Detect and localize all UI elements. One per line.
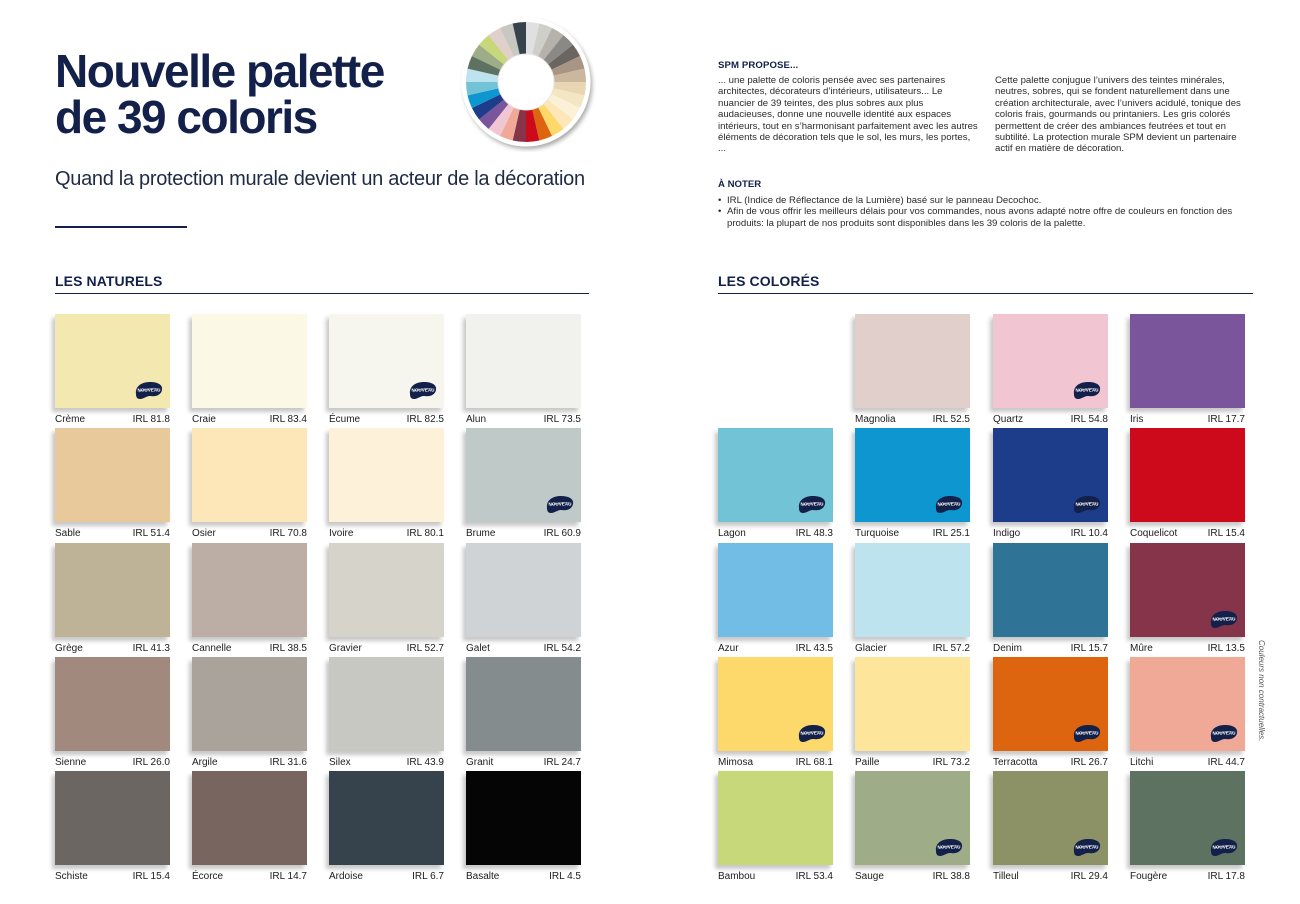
- swatch-irl: IRL 54.8: [1070, 414, 1108, 425]
- swatch-grege: [55, 543, 170, 654]
- swatch-name: Sauge: [855, 871, 884, 882]
- swatch-name: Sienne: [55, 757, 87, 768]
- swatch-name: Crème: [55, 414, 86, 425]
- swatch-schiste: [55, 771, 170, 882]
- side-note-text: Couleurs non contractuelles.: [1257, 640, 1266, 742]
- swatch-denim: [993, 543, 1108, 654]
- nouveau-badge-icon: [797, 723, 827, 743]
- swatch-color-chip: [55, 657, 170, 751]
- section-title-colores: LES COLORÉS: [718, 273, 820, 289]
- svg-text:NOUVEAU: NOUVEAU: [1212, 730, 1236, 736]
- swatch-irl: IRL 4.5: [549, 871, 581, 882]
- swatch-irl: IRL 52.5: [932, 414, 970, 425]
- swatch-coquelicot: [1130, 428, 1245, 539]
- swatch-name: Grège: [55, 643, 83, 654]
- swatch-name: Ivoire: [329, 528, 354, 539]
- swatch-name: Écume: [329, 414, 361, 425]
- swatch-irl: IRL 17.8: [1207, 871, 1245, 882]
- swatch-color-chip: [55, 428, 170, 522]
- swatch-color-chip: [55, 543, 170, 637]
- swatch-galet: [466, 543, 581, 654]
- swatch-color-chip: [466, 428, 581, 522]
- swatch-name: Cannelle: [192, 643, 232, 654]
- swatch-color-chip: [329, 543, 444, 637]
- swatch-color-chip: [55, 771, 170, 865]
- swatch-name: Quartz: [993, 414, 1024, 425]
- swatch-alun: [466, 314, 581, 425]
- swatch-color-chip: [192, 657, 307, 751]
- swatch-irl: IRL 51.4: [132, 528, 170, 539]
- swatch-irl: IRL 73.5: [543, 414, 581, 425]
- swatch-color-chip: [192, 543, 307, 637]
- svg-text:NOUVEAU: NOUVEAU: [1075, 387, 1099, 393]
- nouveau-badge-icon: [797, 494, 827, 514]
- swatch-color-chip: [993, 771, 1108, 865]
- swatch-sienne: [55, 657, 170, 768]
- swatch-paille: [855, 657, 970, 768]
- swatch-fougere: [1130, 771, 1245, 882]
- swatch-irl: IRL 26.7: [1070, 757, 1108, 768]
- swatch-mure: [1130, 543, 1245, 654]
- swatch-color-chip: [329, 314, 444, 408]
- swatch-color-chip: [1130, 543, 1245, 637]
- swatch-name: Azur: [718, 643, 739, 654]
- nouveau-badge-icon: [408, 380, 438, 400]
- notes-list: [718, 195, 1253, 229]
- swatch-iris: [1130, 314, 1245, 425]
- note-item: • IRL (Indice de Réflectance de la Lumière) basé sur le panneau Decochoc.: [718, 195, 1253, 206]
- swatch-irl: IRL 31.6: [269, 757, 307, 768]
- swatch-name: Silex: [329, 757, 351, 768]
- swatch-color-chip: [192, 314, 307, 408]
- title-line-2: de 39 coloris: [55, 91, 317, 143]
- swatch-sable: [55, 428, 170, 539]
- swatch-name: Osier: [192, 528, 216, 539]
- swatch-cannelle: [192, 543, 307, 654]
- swatch-irl: IRL 43.5: [795, 643, 833, 654]
- swatch-color-chip: [993, 314, 1108, 408]
- swatch-name: Fougère: [1130, 871, 1168, 882]
- nouveau-badge-icon: [545, 494, 575, 514]
- swatch-irl: IRL 81.8: [132, 414, 170, 425]
- swatch-granit: [466, 657, 581, 768]
- swatch-name: Denim: [993, 643, 1022, 654]
- swatch-name: Magnolia: [855, 414, 896, 425]
- swatch-bambou: [718, 771, 833, 882]
- swatch-color-chip: [466, 314, 581, 408]
- nouveau-badge-icon: [1072, 837, 1102, 857]
- section-rule-colores: [718, 293, 1253, 294]
- swatch-creme: [55, 314, 170, 425]
- swatch-irl: IRL 26.0: [132, 757, 170, 768]
- swatch-name: Mûre: [1130, 643, 1153, 654]
- swatch-color-chip: [329, 657, 444, 751]
- swatch-name: Mimosa: [718, 757, 754, 768]
- swatch-color-chip: [855, 543, 970, 637]
- swatch-litchi: [1130, 657, 1245, 768]
- nouveau-badge-icon: [1209, 723, 1239, 743]
- swatch-color-chip: [1130, 314, 1245, 408]
- swatch-color-chip: [993, 543, 1108, 637]
- swatch-name: Craie: [192, 414, 216, 425]
- swatch-irl: IRL 41.3: [132, 643, 170, 654]
- swatch-name: Argile: [192, 757, 218, 768]
- swatch-ecume: [329, 314, 444, 425]
- swatch-ardoise: [329, 771, 444, 882]
- svg-text:NOUVEAU: NOUVEAU: [1212, 616, 1236, 622]
- swatch-name: Coquelicot: [1130, 528, 1178, 539]
- swatch-irl: IRL 25.1: [932, 528, 970, 539]
- swatch-color-chip: [855, 314, 970, 408]
- swatch-irl: IRL 82.5: [406, 414, 444, 425]
- swatch-color-chip: [855, 771, 970, 865]
- swatch-irl: IRL 44.7: [1207, 757, 1245, 768]
- svg-text:NOUVEAU: NOUVEAU: [411, 387, 435, 393]
- svg-text:NOUVEAU: NOUVEAU: [548, 501, 572, 507]
- swatch-irl: IRL 38.5: [269, 643, 307, 654]
- swatch-name: Paille: [855, 757, 880, 768]
- swatch-name: Tilleul: [993, 871, 1019, 882]
- swatch-color-chip: [329, 428, 444, 522]
- swatch-magnolia: [855, 314, 970, 425]
- note-item: • Afin de vous offrir les meilleurs délais pour vos commandes, nous avons adapté notre offre de couleurs en fonction des produits: la plupart de nos produits sont disponibles dans les 39 coloris de la palette.: [718, 206, 1253, 229]
- svg-text:NOUVEAU: NOUVEAU: [1075, 730, 1099, 736]
- swatch-color-chip: [718, 428, 833, 522]
- swatch-irl: IRL 54.2: [543, 643, 581, 654]
- swatch-tilleul: [993, 771, 1108, 882]
- swatch-name: Écorce: [192, 871, 224, 882]
- swatch-color-chip: [55, 314, 170, 408]
- swatch-color-chip: [855, 657, 970, 751]
- swatch-irl: IRL 6.7: [412, 871, 444, 882]
- swatch-indigo: [993, 428, 1108, 539]
- swatch-color-chip: [718, 771, 833, 865]
- title-line-1: Nouvelle palette: [55, 45, 384, 97]
- swatch-name: Basalte: [466, 871, 500, 882]
- swatch-name: Galet: [466, 643, 490, 654]
- swatch-irl: IRL 15.4: [132, 871, 170, 882]
- nouveau-badge-icon: [1209, 837, 1239, 857]
- swatch-name: Gravier: [329, 643, 362, 654]
- swatch-irl: IRL 83.4: [269, 414, 307, 425]
- nouveau-badge-icon: [1072, 723, 1102, 743]
- nouveau-badge-icon: [934, 494, 964, 514]
- svg-text:NOUVEAU: NOUVEAU: [800, 501, 824, 507]
- swatch-irl: IRL 10.4: [1070, 528, 1108, 539]
- swatch-color-chip: [993, 657, 1108, 751]
- swatch-irl: IRL 53.4: [795, 871, 833, 882]
- swatch-silex: [329, 657, 444, 768]
- swatch-irl: IRL 17.7: [1207, 414, 1245, 425]
- swatch-ecorce: [192, 771, 307, 882]
- section-rule-naturels: [55, 293, 589, 294]
- swatch-color-chip: [1130, 771, 1245, 865]
- swatch-color-chip: [466, 771, 581, 865]
- swatch-quartz: [993, 314, 1108, 425]
- swatch-irl: IRL 57.2: [932, 643, 970, 654]
- swatch-name: Lagon: [718, 528, 746, 539]
- swatch-irl: IRL 48.3: [795, 528, 833, 539]
- swatch-lagon: [718, 428, 833, 539]
- swatch-irl: IRL 73.2: [932, 757, 970, 768]
- swatch-basalte: [466, 771, 581, 882]
- svg-text:NOUVEAU: NOUVEAU: [937, 501, 961, 507]
- swatch-mimosa: [718, 657, 833, 768]
- section-title-naturels: LES NATURELS: [55, 273, 163, 289]
- nouveau-badge-icon: [1209, 609, 1239, 629]
- swatch-irl: IRL 24.7: [543, 757, 581, 768]
- swatch-brume: [466, 428, 581, 539]
- swatch-name: Litchi: [1130, 757, 1154, 768]
- swatch-color-chip: [855, 428, 970, 522]
- nouveau-badge-icon: [934, 837, 964, 857]
- swatch-irl: IRL 68.1: [795, 757, 833, 768]
- swatch-color-chip: [718, 543, 833, 637]
- swatch-craie: [192, 314, 307, 425]
- swatch-irl: IRL 70.8: [269, 528, 307, 539]
- swatch-irl: IRL 60.9: [543, 528, 581, 539]
- swatch-color-chip: [466, 543, 581, 637]
- swatch-name: Turquoise: [855, 528, 900, 539]
- swatch-irl: IRL 38.8: [932, 871, 970, 882]
- svg-text:NOUVEAU: NOUVEAU: [937, 844, 961, 850]
- intro-heading: SPM PROPOSE...: [718, 60, 799, 71]
- swatch-color-chip: [993, 428, 1108, 522]
- swatch-name: Ardoise: [329, 871, 363, 882]
- swatch-name: Glacier: [855, 643, 887, 654]
- swatch-color-chip: [1130, 428, 1245, 522]
- swatch-irl: IRL 43.9: [406, 757, 444, 768]
- swatch-terracotta: [993, 657, 1108, 768]
- svg-text:NOUVEAU: NOUVEAU: [1212, 844, 1236, 850]
- swatch-name: Terracotta: [993, 757, 1038, 768]
- page-subtitle: Quand la protection murale devient un acteur de la décoration: [55, 168, 585, 190]
- nouveau-badge-icon: [1072, 380, 1102, 400]
- swatch-name: Schiste: [55, 871, 88, 882]
- swatch-name: Alun: [466, 414, 487, 425]
- swatch-irl: IRL 29.4: [1070, 871, 1108, 882]
- title-underline: [55, 226, 187, 228]
- notes-heading: À NOTER: [718, 179, 762, 190]
- swatch-color-chip: [192, 428, 307, 522]
- side-note: [1256, 640, 1268, 750]
- swatch-irl: IRL 52.7: [406, 643, 444, 654]
- swatch-irl: IRL 14.7: [269, 871, 307, 882]
- nouveau-badge-icon: [134, 380, 164, 400]
- color-wheel-image: [456, 12, 596, 152]
- swatch-name: Brume: [466, 528, 496, 539]
- swatch-color-chip: [192, 771, 307, 865]
- swatch-turquoise: [855, 428, 970, 539]
- svg-text:NOUVEAU: NOUVEAU: [1075, 844, 1099, 850]
- svg-text:NOUVEAU: NOUVEAU: [800, 730, 824, 736]
- swatch-name: Indigo: [993, 528, 1021, 539]
- swatch-gravier: [329, 543, 444, 654]
- swatch-sauge: [855, 771, 970, 882]
- intro-paragraph-2: Cette palette conjugue l’univers des teintes minérales, neutres, sobres, qui se fondent naturellement dans une création architecturale, avec l’univers acidulé, tonique des coloris frais, gourmands ou printaniers. Les gris colorés permettent de créer des ambiances feutrées et tout en subtilité. La protection murale SPM devient un partenaire actif en matière de décoration.: [995, 75, 1241, 155]
- swatch-irl: IRL 15.7: [1070, 643, 1108, 654]
- swatch-ivoire: [329, 428, 444, 539]
- swatch-irl: IRL 15.4: [1207, 528, 1245, 539]
- swatch-color-chip: [329, 771, 444, 865]
- intro-paragraph-1: ... une palette de coloris pensée avec ses partenaires architectes, décorateurs d’intérieurs, utilisateurs... Le nuancier de 39 teintes, des plus sobres aux plus audacieuses, donne une nouvelle identité aux espaces intérieurs, tout en s’harmonisant parfaitement avec les autres éléments de décoration tels que le sol, les murs, les portes, ...: [718, 75, 978, 155]
- svg-text:NOUVEAU: NOUVEAU: [1075, 501, 1099, 507]
- swatch-name: Granit: [466, 757, 494, 768]
- swatch-color-chip: [466, 657, 581, 751]
- swatch-color-chip: [1130, 657, 1245, 751]
- swatch-name: Bambou: [718, 871, 756, 882]
- swatch-irl: IRL 80.1: [406, 528, 444, 539]
- swatch-name: Iris: [1130, 414, 1144, 425]
- swatch-color-chip: [718, 657, 833, 751]
- nouveau-badge-icon: [1072, 494, 1102, 514]
- page-title: [55, 45, 455, 143]
- swatch-name: Sable: [55, 528, 81, 539]
- swatch-glacier: [855, 543, 970, 654]
- svg-text:NOUVEAU: NOUVEAU: [137, 387, 161, 393]
- swatch-irl: IRL 13.5: [1207, 643, 1245, 654]
- swatch-argile: [192, 657, 307, 768]
- swatch-azur: [718, 543, 833, 654]
- swatch-osier: [192, 428, 307, 539]
